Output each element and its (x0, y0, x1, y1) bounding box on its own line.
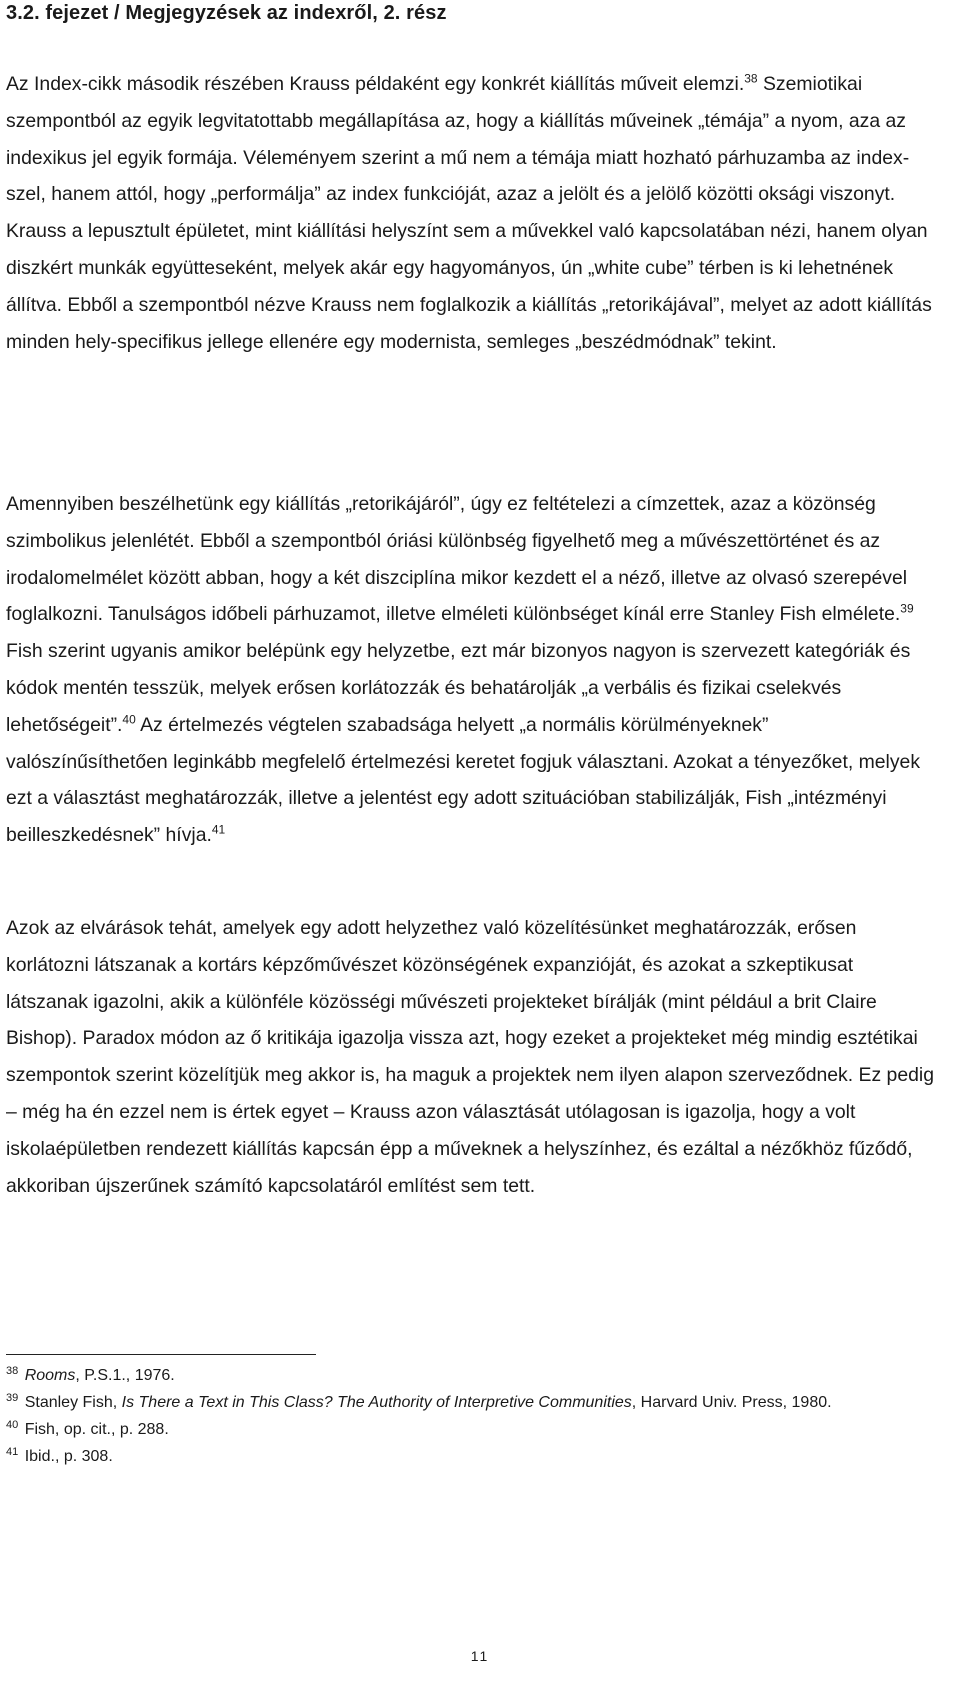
footnote-40 (6, 1416, 934, 1443)
paragraph-1-sentence-1: Az Index-cikk második részében Krauss példaként egy konkrét kiállítás műveit elemzi. (6, 73, 745, 95)
footnote-number: 41 (6, 1445, 19, 1458)
footnote-ref-39[interactable]: 39 (900, 601, 914, 616)
paragraph-3-text: Azok az elvárások tehát, amelyek egy adott helyzethez való közelítésünket meghatározzák, erősen korlátozni látszanak a kortárs képzőművészet közönségének expanzióját, és azokat a szkeptikusat látszanak igazolni, akik a különféle közösségi művészeti projekteket bírálják (mint például a brit Claire Bishop). Paradox módon az ő kritikája igazolja vissza azt, hogy ezeket a projekteket még mindig esztétikai szempontok szerint közelítjük meg akkor is, ha maguk a projektek nem ilyen alapon szerveződnek. Ez pedig – még ha én ezzel nem is értek egyet – Krauss azon választását utólagosan is igazolja, hogy a volt iskolaépületben rendezett kiállítás kapcsán épp a műveknek a helyszínhez, és ezáltal a nézőkhöz fűződő, akkoriban újszerűnek számító kapcsolatáról említést sem tett. (6, 917, 934, 1197)
footnote-author: Stanley Fish, (24, 1394, 122, 1411)
footnote-title: Rooms (24, 1367, 76, 1384)
footnote-ref-38[interactable]: 38 (744, 71, 758, 86)
footnote-number: 39 (6, 1391, 19, 1404)
paragraph-3 (6, 910, 934, 1204)
chapter-heading: 3.2. fejezet / Megjegyzések az indexről, 2. rész (6, 2, 447, 24)
paragraph-2 (6, 486, 934, 854)
footnote-text: Ibid., p. 308. (24, 1448, 113, 1465)
footnote-title: Is There a Text in This Class? The Authority of Interpretive Communities (121, 1394, 632, 1411)
page-number: 11 (470, 1648, 490, 1664)
footnote-separator (6, 1354, 316, 1355)
paragraph-1-sentence-2: Szemiotikai szempontból az egyik legvitatottabb megállapítása az, hogy a kiállítás műveinek „témája” a nyom, aza az indexikus jel egyik formája. Véleményem szerint a mű nem a témája miatt hozható párhuzamba az index-szel, hanem attól, hogy „performálja” az index funkcióját, azaz a jelölt és a jelölő közötti oksági viszonyt. Krauss a lepusztult épületet, mint kiállítási helyszínt sem a művekkel való kapcsolatában nézi, hanem olyan diszkért munkák együtteseként, melyek akár egy hagyományos, ún „white cube” térben is ki lehetnének állítva. Ebből a szempontból nézve Krauss nem foglalkozik a kiállítás „retorikájával”, melyet az adott kiállítás minden hely-specifikus jellege ellenére egy modernista, semleges „beszédmódnak” tekint. (6, 73, 932, 353)
footnote-number: 38 (6, 1364, 19, 1377)
footnote-text: , P.S.1., 1976. (75, 1367, 175, 1384)
footnote-text: , Harvard Univ. Press, 1980. (631, 1394, 832, 1411)
footnote-38 (6, 1362, 934, 1389)
paragraph-2-part-3: Az értelmezés végtelen szabadsága helyett „a normális körülményeknek” valószínűsíthetően leginkább megfelelő értelmezési keretet fogjuk választani. Azokat a tényezőket, melyek ezt a választást meghatározzák, illetve a jelentést egy adott szituációban stabilizálják, Fish „intézményi beilleszkedésnek” hívja. (6, 713, 921, 847)
footnote-41 (6, 1443, 934, 1470)
footnote-ref-40[interactable]: 40 (122, 712, 136, 727)
footnote-39 (6, 1389, 934, 1416)
footnotes (6, 1362, 934, 1470)
footnote-number: 40 (6, 1418, 19, 1431)
footnote-text: Fish, op. cit., p. 288. (24, 1421, 169, 1438)
paragraph-1 (6, 66, 934, 360)
paragraph-2-part-2: Fish szerint ugyanis amikor belépünk egy helyzetbe, ezt már bizonyos nagyon is szervezett kategóriák és kódok mentén tesszük, melyek erősen korlátozzák és behatárolják „a verbális és fizikai cselekvés lehetőségeit”. (6, 640, 911, 736)
footnote-ref-41[interactable]: 41 (211, 822, 226, 837)
paragraph-2-part-1: Amennyiben beszélhetünk egy kiállítás „retorikájáról”, úgy ez feltételezi a címzettek, azaz a közönség szimbolikus jelenlétét. Ebből a szempontból óriási különbség figyelhető meg a művészettörténet és az irodalomelmélet között abban, hogy a két diszciplína mikor kezdett el a néző, illetve az olvasó szerepével foglalkozni. Tanulságos időbeli párhuzamot, illetve elméleti különbséget kínál erre Stanley Fish elmélete. (6, 493, 908, 626)
